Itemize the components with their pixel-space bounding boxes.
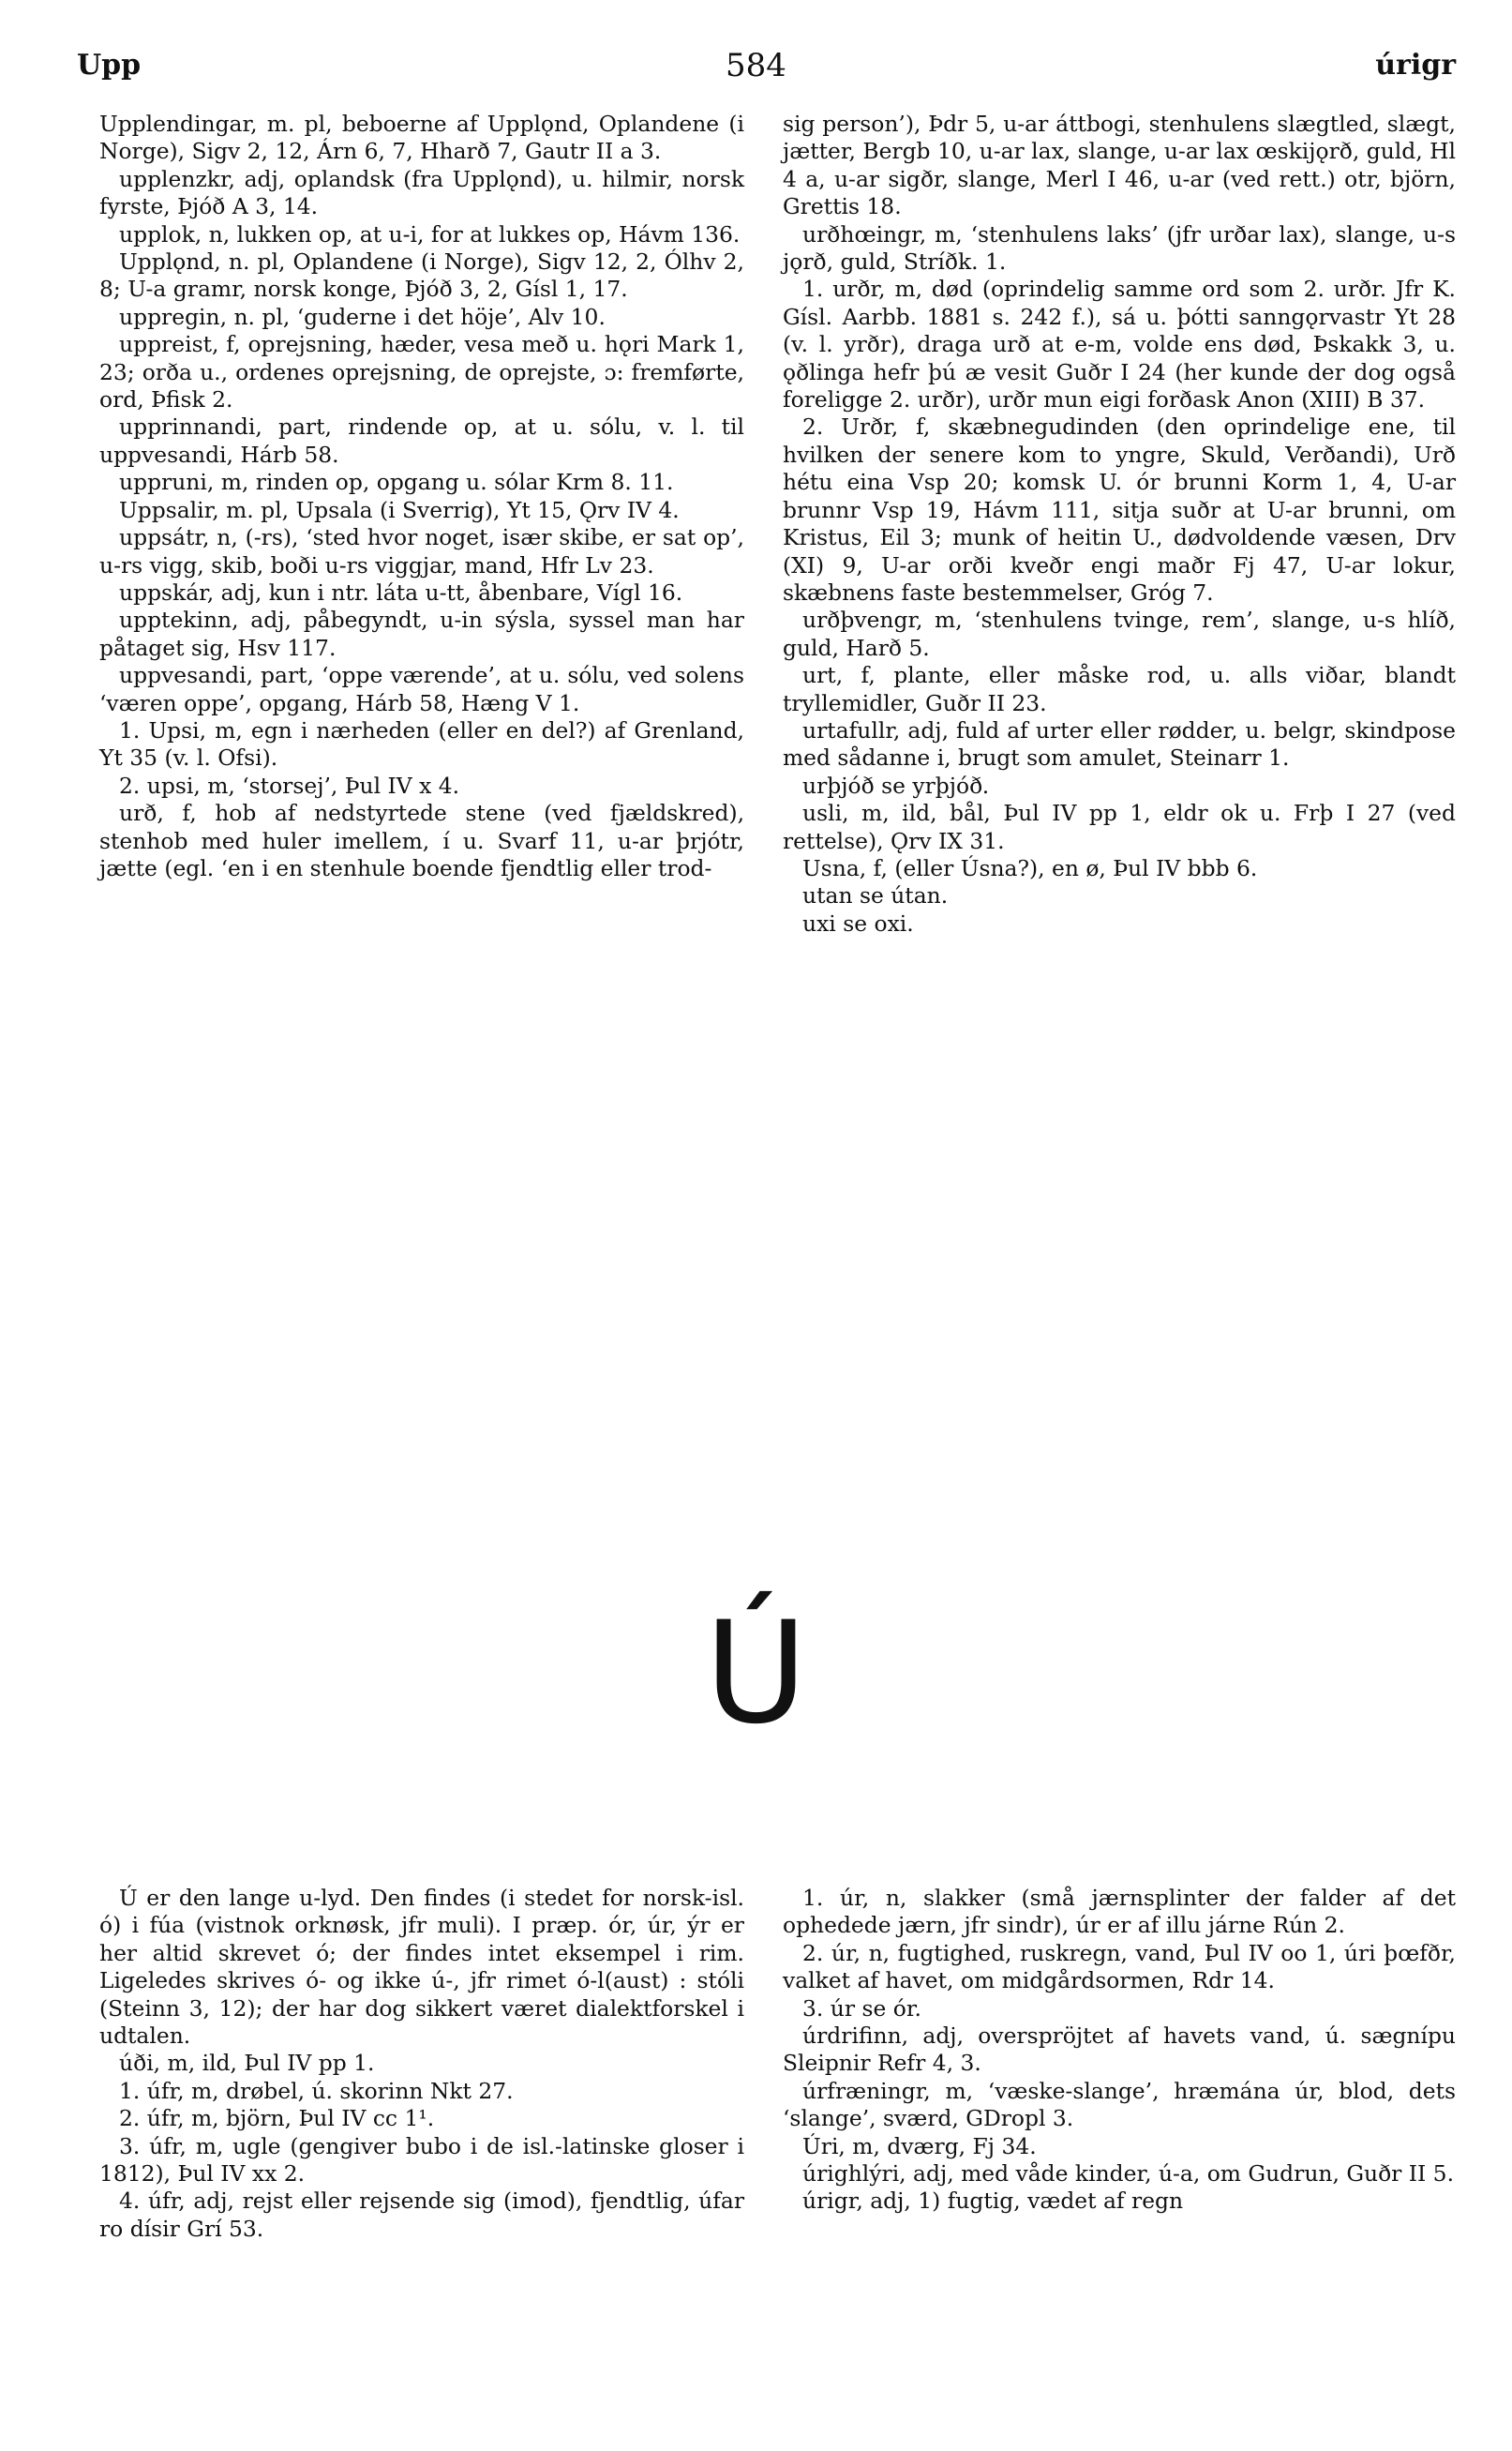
entry: usli, m, ild, bål, Þul IV pp 1, eldr ok u. Frþ I 27 (ved rettelse), Ǫrv IX 31.: [783, 800, 1456, 854]
entry: 2. Urðr, f, skæbnegudinden (den oprindelige ene, til hvilken der senere kom to yngre, Skuld, Verðandi), Urð hétu eina Vsp 20; komsk U. ór brunni Korm 1, 4, U-ar brunnr Vsp 19, Hávm 111, sitja suðr at U-ar brunni, om Kristus, Eil 3; munk of heitin U., dødvoldende væsen, Drv (XI) 9, U-ar orði kveðr engi maðr Fj 47, U-ar lokur, skæbnens faste bestemmelser, Gróg 7.: [783, 414, 1456, 606]
entry: 1. urðr, m, død (oprindelig samme ord som 2. urðr. Jfr K. Gísl. Aarbb. 1881 s. 242 f.), sá u. þótti sanngǫrvastr Yt 28 (v. l. yrðr), draga urð at e-m, volde ens død, Þskakk 3, u. ǫðlinga hefr þú æ vesit Guðr I 24 (her kunde der dog også foreligge 2. urðr), urðr mun eigi forðask Anon (XIII) B 37.: [783, 276, 1456, 414]
entry: Uppsalir, m. pl, Upsala (i Sverrig), Yt 15, Ǫrv IV 4.: [119, 496, 680, 523]
entry: 4. úfr, adj, rejst eller rejsende sig (imod), fjendtlig, úfar ro dísir Grí 53.: [99, 2188, 744, 2242]
entry: Upplendingar, m. pl, beboerne af Upplǫnd, Oplandene (i Norge), Sigv 2, 12, Árn 6, 7, Hharð 7, Gautr II a 3.: [99, 111, 744, 165]
entry: urðhœingr, m, ‘stenhulens laks’ (jfr urðar lax), slange, u-s jǫrð, guld, Stríðk. 1.: [783, 220, 1456, 276]
entry: úrfræningr, m, ‘væske-slange’, hræmána úr, blod, dets ‘slange’, sværd, GDropl 3.: [783, 2077, 1456, 2132]
section-letter: Ú: [704, 1592, 808, 1755]
entry: upplenzkr, adj, oplandsk (fra Upplǫnd), u. hilmir, norsk fyrste, Þjóð A 3, 14.: [99, 165, 744, 220]
entry: uppruni, m, rinden op, opgang u. sólar Krm 8. 11.: [119, 469, 674, 496]
entry: uppvesandi, part, ‘oppe værende’, at u. sólu, ved solens ‘væren oppe’, opgang, Hárb 58, Hæng V 1.: [99, 662, 744, 716]
column-3: [99, 1885, 744, 2243]
entry: uppskár, adj, kun i ntr. láta u-tt, åbenbare, Vígl 16.: [119, 579, 683, 606]
entry: uppregin, n. pl, ‘guderne i det höje’, Alv 10.: [119, 303, 606, 330]
column-2: [783, 111, 1456, 938]
entry: úrigr, adj, 1) fugtig, vædet af regn: [802, 2188, 1184, 2215]
entry: upplok, n, lukken op, at u-i, for at lukkes op, Hávm 136.: [119, 220, 741, 248]
entry: upprinnandi, part, rindende op, at u. sólu, v. l. til uppvesandi, Hárb 58.: [99, 414, 744, 468]
entry: 1. úr, n, slakker (små jærnsplinter der falder af det ophedede jærn, jfr sindr), úr er af illu járne Rún 2.: [783, 1885, 1456, 1939]
column-4: [783, 1885, 1456, 2216]
entry: uppsátr, n, (-rs), ‘sted hvor noget, især skibe, er sat op’, u-rs vigg, skib, boði u-rs viggjar, mand, Hfr Lv 23.: [99, 524, 744, 579]
entry: úrighlýri, adj, med våde kinder, ú-a, om Gudrun, Guðr II 5.: [802, 2160, 1455, 2188]
entry: 1. Upsi, m, egn i nærheden (eller en del?) af Grenland, Yt 35 (v. l. Ofsi).: [99, 716, 744, 772]
entry: 2. úfr, m, björn, Þul IV cc 1¹.: [119, 2105, 435, 2132]
entry: upptekinn, adj, påbegyndt, u-in sýsla, syssel man har påtaget sig, Hsv 117.: [99, 607, 744, 661]
entry: Úri, m, dværg, Fj 34.: [802, 2132, 1037, 2159]
entry: urþjóð se yrþjóð.: [802, 772, 990, 799]
running-head-right: úrigr: [1375, 49, 1456, 82]
page-number: 584: [726, 47, 786, 84]
entry: urt, f, plante, eller måske rod, u. alls viðar, blandt tryllemidler, Guðr II 23.: [783, 662, 1456, 716]
entry: sig person’), Þdr 5, u-ar áttbogi, stenhulens slægtled, slægt, jætter, Bergb 10, u-ar lax, slange, u-ar lax œskijǫrð, guld, Hl 4 a, u-ar sigðr, slange, Merl I 46, u-ar (ved rett.) otr, björn, Grettis 18.: [783, 111, 1456, 220]
entry: urðþvengr, m, ‘stenhulens tvinge, rem’, slange, u-s hlíð, guld, Harð 5.: [783, 607, 1456, 661]
entry: utan se útan.: [802, 882, 949, 910]
entry: úði, m, ild, Þul IV pp 1.: [119, 2050, 375, 2077]
entry: 3. úr se ór.: [802, 1994, 921, 2022]
entry: uxi se oxi.: [802, 910, 914, 937]
entry: úrdrifinn, adj, overspröjtet af havets vand, ú. sægnípu Sleipnir Refr 4, 3.: [783, 2022, 1456, 2077]
column-1: [99, 111, 744, 882]
entry: Upplǫnd, n. pl, Oplandene (i Norge), Sigv 12, 2, Ólhv 2, 8; U-a gramr, norsk konge, Þjóð 3, 2, Gísl 1, 17.: [99, 248, 744, 303]
running-head-left: Upp: [77, 49, 142, 82]
entry: 2. úr, n, fugtighed, ruskregn, vand, Þul IV oo 1, úri þœfðr, valket af havet, om midgårdsormen, Rdr 14.: [783, 1939, 1456, 1994]
entry: urtafullr, adj, fuld af urter eller rødder, u. belgr, skindpose med sådanne i, brugt som amulet, Steinarr 1.: [783, 716, 1456, 772]
entry: urð, f, hob af nedstyrtede stene (ved fjældskred), stenhob med huler imellem, í u. Svarf 11, u-ar þrjótr, jætte (egl. ‘en i en stenhule boende fjendtlig eller trod-: [99, 800, 744, 881]
entry: Usna, f, (eller Úsna?), en ø, Þul IV bbb 6.: [802, 854, 1258, 881]
entry: 1. úfr, m, drøbel, ú. skorinn Nkt 27.: [119, 2077, 514, 2104]
entry: uppreist, f, oprejsning, hæder, vesa með u. hǫri Mark 1, 23; orða u., ordenes oprejsning, de oprejste, ɔ: fremførte, ord, Þfisk 2.: [99, 331, 744, 414]
entry: 2. upsi, m, ‘storsej’, Þul IV x 4.: [119, 772, 460, 799]
entry: Ú er den lange u-lyd. Den findes (i stedet for norsk-isl. ó) i fúa (vistnok orknøsk, jfr muli). I præp. ór, úr, ýr er her altid skrevet ó; der findes intet eksempel i rim. Ligeledes skrives ó- og ikke ú-, jfr rimet ó-l(aust) : stóli (Steinn 3, 12); der har dog sikkert været dialektforskel i udtalen.: [99, 1885, 744, 2050]
entry: 3. úfr, m, ugle (gengiver bubo i de isl.-latinske gloser i 1812), Þul IV xx 2.: [99, 2132, 744, 2188]
